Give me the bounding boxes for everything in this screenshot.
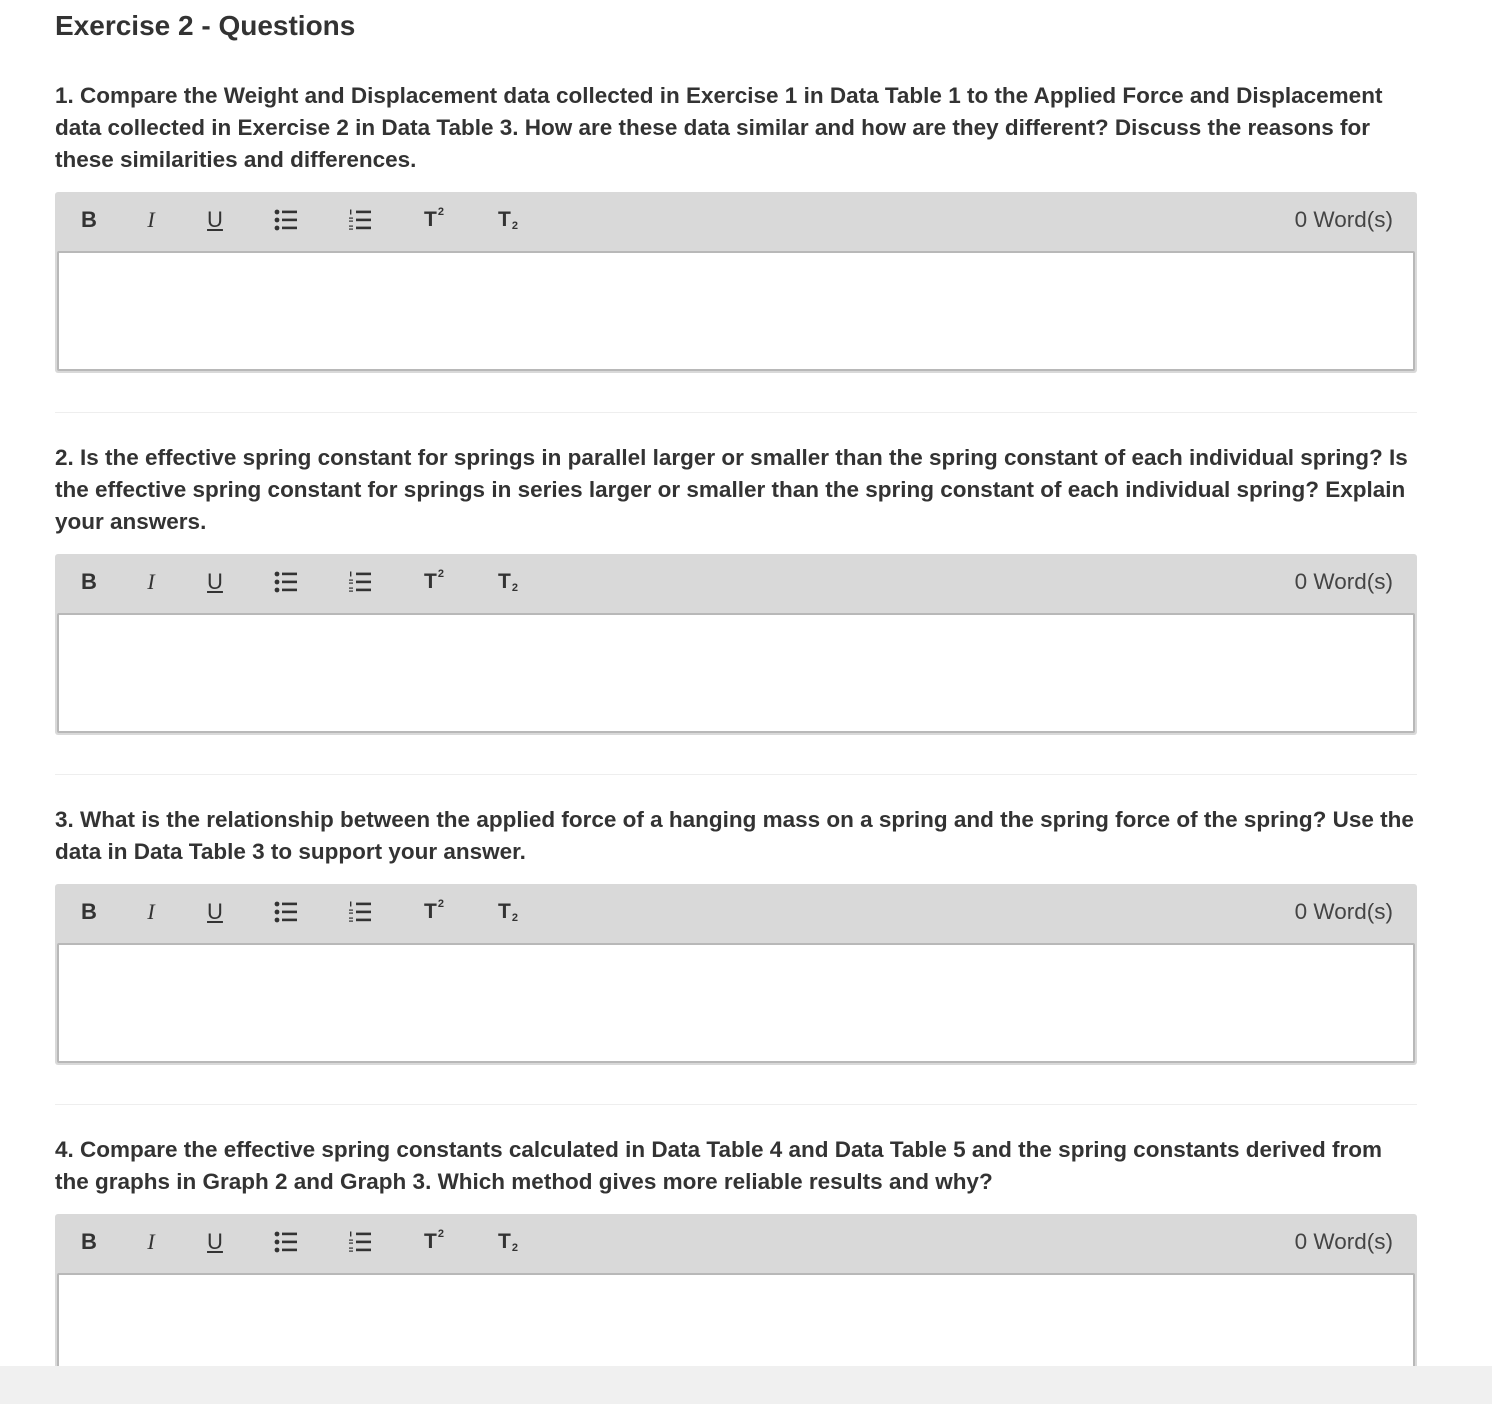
bold-button[interactable]: B (81, 569, 97, 594)
divider (55, 1104, 1417, 1105)
superscript-icon: T (424, 900, 437, 923)
answer-textbox[interactable] (57, 943, 1415, 1063)
subscript-button[interactable]: T 2 (498, 570, 518, 594)
answer-textbox[interactable] (57, 613, 1415, 733)
question-text: 2. Is the effective spring constant for springs in parallel larger or smaller than the spring constant of each individual spring? Is the effective spring constant for springs in series larger or smaller than the spring constant of each individual spring? Explain your answers. (55, 445, 1408, 534)
numbered-list-icon (348, 209, 372, 231)
superscript-icon: T (424, 1230, 437, 1253)
superscript-icon: T (424, 570, 437, 593)
subscript-icon: T (498, 900, 511, 923)
question-2 (55, 442, 1417, 735)
numbered-list-icon (348, 571, 372, 593)
rich-text-editor (55, 192, 1417, 373)
bold-button[interactable]: B (81, 1229, 97, 1254)
bulleted-list-button[interactable] (273, 566, 299, 598)
question-text: 1. Compare the Weight and Displacement data collected in Exercise 1 in Data Table 1 to the Applied Force and Displacement data collected in Exercise 2 in Data Table 3. How are these data similar and how are they different? Discuss the reasons for these similarities and differences. (55, 83, 1383, 172)
superscript-button[interactable]: T 2 (424, 206, 444, 231)
bottom-bar (0, 1366, 1492, 1404)
bold-button[interactable]: B (81, 899, 97, 924)
bulleted-list-button[interactable] (273, 204, 299, 236)
underline-button[interactable]: U (207, 1229, 223, 1254)
word-count: 0 Word(s) (1294, 899, 1393, 924)
numbered-list-button[interactable] (347, 566, 373, 598)
word-count: 0 Word(s) (1294, 569, 1393, 594)
underline-button[interactable]: U (207, 569, 223, 594)
bulleted-list-button[interactable] (273, 1226, 299, 1258)
bulleted-list-icon (274, 209, 298, 231)
page-title: Exercise 2 - Questions (55, 10, 356, 41)
question-text: 4. Compare the effective spring constants calculated in Data Table 4 and Data Table 5 and the spring constants derived from the graphs in Graph 2 and Graph 3. Which method gives more reliable results and why? (55, 1137, 1382, 1194)
underline-button[interactable]: U (207, 899, 223, 924)
numbered-list-icon (348, 901, 372, 923)
numbered-list-icon (348, 1231, 372, 1253)
question-4 (55, 1134, 1417, 1395)
numbered-list-button[interactable] (347, 204, 373, 236)
bulleted-list-icon (274, 571, 298, 593)
subscript-icon: T (498, 1230, 511, 1253)
underline-button[interactable]: U (207, 207, 223, 232)
italic-button[interactable]: I (147, 207, 155, 232)
question-1 (55, 80, 1417, 373)
italic-button[interactable]: I (147, 569, 155, 594)
superscript-button[interactable]: T 2 (424, 568, 444, 593)
editor-toolbar (55, 884, 1417, 942)
bold-button[interactable]: B (81, 207, 97, 232)
italic-button[interactable]: I (147, 1229, 155, 1254)
editor-toolbar (55, 192, 1417, 250)
divider (55, 412, 1417, 413)
editor-toolbar (55, 1214, 1417, 1272)
superscript-button[interactable]: T 2 (424, 1228, 444, 1253)
rich-text-editor (55, 554, 1417, 735)
subscript-button[interactable]: T 2 (498, 900, 518, 924)
subscript-icon: T (498, 208, 511, 231)
subscript-button[interactable]: T 2 (498, 208, 518, 232)
question-text: 3. What is the relationship between the applied force of a hanging mass on a spring and the spring force of the spring? Use the data in Data Table 3 to support your answer. (55, 807, 1414, 864)
bulleted-list-icon (274, 901, 298, 923)
superscript-icon: T (424, 208, 437, 231)
divider (55, 774, 1417, 775)
question-3 (55, 804, 1417, 1065)
numbered-list-button[interactable] (347, 1226, 373, 1258)
bulleted-list-button[interactable] (273, 896, 299, 928)
editor-toolbar (55, 554, 1417, 612)
superscript-button[interactable]: T 2 (424, 898, 444, 923)
bulleted-list-icon (274, 1231, 298, 1253)
rich-text-editor (55, 884, 1417, 1065)
italic-button[interactable]: I (147, 899, 155, 924)
word-count: 0 Word(s) (1294, 207, 1393, 232)
subscript-icon: T (498, 570, 511, 593)
word-count: 0 Word(s) (1294, 1229, 1393, 1254)
numbered-list-button[interactable] (347, 896, 373, 928)
subscript-button[interactable]: T 2 (498, 1230, 518, 1254)
answer-textbox[interactable] (57, 251, 1415, 371)
